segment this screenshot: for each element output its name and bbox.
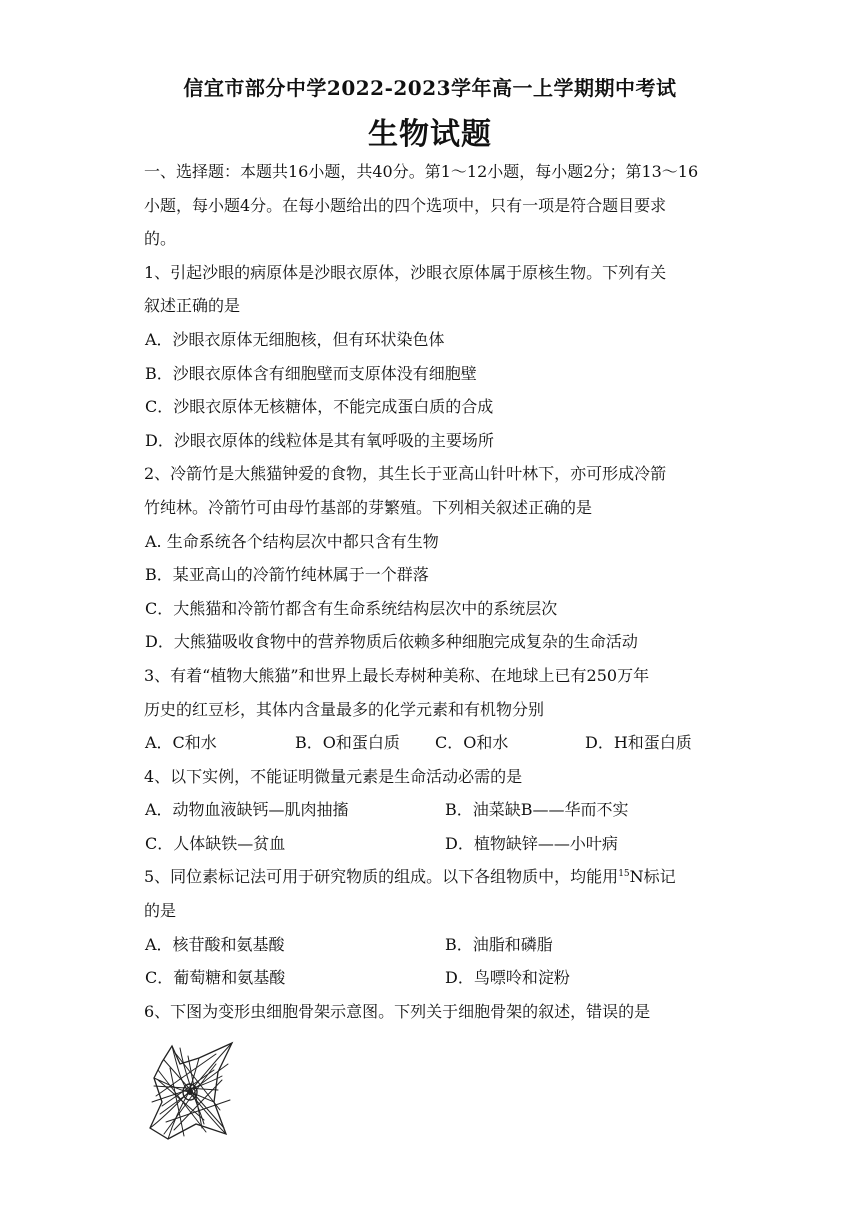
- exam-title: 信宜市部分中学2022-2023学年高一上学期期中考试: [183, 76, 677, 100]
- question-4: [144, 760, 722, 861]
- question-1: [144, 256, 722, 458]
- question-3: [144, 659, 722, 760]
- option-c: C．O和水: [435, 733, 509, 753]
- options-row: [144, 928, 722, 962]
- option-b: B．O和蛋白质: [295, 733, 400, 753]
- question-stem-line: 竹纯林。冷箭竹可由母竹基部的芽繁殖。下列相关叙述正确的是: [144, 497, 593, 517]
- amoeba-cytoskeleton-figure: [144, 1040, 240, 1144]
- option-d: D．沙眼衣原体的线粒体是其有氧呼吸的主要场所: [145, 430, 494, 450]
- option-d: D．鸟嘌呤和淀粉: [445, 968, 570, 988]
- option-d: D．H和蛋白质: [585, 733, 692, 753]
- instruction-line: 的。: [144, 229, 177, 249]
- option-d: D．大熊猫吸收食物中的营养物质后依赖多种细胞完成复杂的生命活动: [145, 632, 638, 652]
- instruction-line: 小题，每小题4分。在每小题给出的四个选项中，只有一项是符合题目要求: [144, 195, 667, 215]
- options-row: [144, 827, 722, 861]
- question-5: [144, 860, 722, 994]
- question-stem-line: 2、冷箭竹是大熊猫钟爱的食物，其生长于亚高山针叶林下，亦可形成冷箭: [144, 464, 667, 484]
- option-c: C．人体缺铁—贫血: [145, 833, 286, 853]
- options-row: [144, 726, 722, 760]
- question-2: [144, 457, 722, 659]
- exam-content: [144, 155, 722, 1028]
- options-row: [144, 793, 722, 827]
- question-stem-line: 历史的红豆杉，其体内含量最多的化学元素和有机物分别: [144, 699, 545, 719]
- option-b: B．沙眼衣原体含有细胞壁而支原体没有细胞壁: [145, 363, 477, 383]
- option-a: A．动物血液缺钙—肌肉抽搐: [145, 800, 349, 820]
- section-instructions: [144, 155, 722, 256]
- option-b: B．油脂和磷脂: [445, 934, 553, 954]
- option-a: A．核苷酸和氨基酸: [145, 934, 285, 954]
- exam-subject-title: 生物试题: [368, 117, 492, 152]
- question-stem-line: [144, 860, 722, 894]
- option-a: A．沙眼衣原体无细胞核，但有环状染色体: [145, 329, 445, 349]
- stem-text: 5、同位素标记法可用于研究物质的组成。以下各组物质中，均能用: [144, 867, 619, 887]
- question-stem-line: 3、有着“植物大熊猫”和世界上最长寿树种美称、在地球上已有250万年: [144, 665, 650, 685]
- question-stem-line: 4、以下实例，不能证明微量元素是生命活动必需的是: [144, 766, 523, 786]
- option-c: C．沙眼衣原体无核糖体，不能完成蛋白质的合成: [145, 397, 494, 417]
- question-6: [144, 995, 722, 1029]
- option-a: A．C和水: [145, 733, 217, 753]
- option-a: A. 生命系统各个结构层次中都只含有生物: [145, 531, 439, 551]
- question-stem-line: 叙述正确的是: [144, 296, 241, 316]
- options-row: [144, 961, 722, 995]
- option-c: C．大熊猫和冷箭竹都含有生命系统结构层次中的系统层次: [145, 598, 558, 618]
- question-stem-line: 6、下图为变形虫细胞骨架示意图。下列关于细胞骨架的叙述，错误的是: [144, 1001, 651, 1021]
- option-b: B．油菜缺B——华而不实: [445, 800, 629, 820]
- question-stem-line: 1、引起沙眼的病原体是沙眼衣原体，沙眼衣原体属于原核生物。下列有关: [144, 262, 667, 282]
- stem-text: N标记: [629, 867, 676, 887]
- question-stem-line: 的是: [144, 901, 177, 921]
- instruction-line: 一、选择题：本题共16小题，共40分。第1～12小题，每小题2分；第13～16: [144, 162, 699, 181]
- isotope-mass-number: 15: [618, 869, 630, 880]
- option-c: C．葡萄糖和氨基酸: [145, 968, 286, 988]
- option-b: B．某亚高山的冷箭竹纯林属于一个群落: [145, 565, 429, 585]
- option-d: D．植物缺锌——小叶病: [445, 833, 618, 853]
